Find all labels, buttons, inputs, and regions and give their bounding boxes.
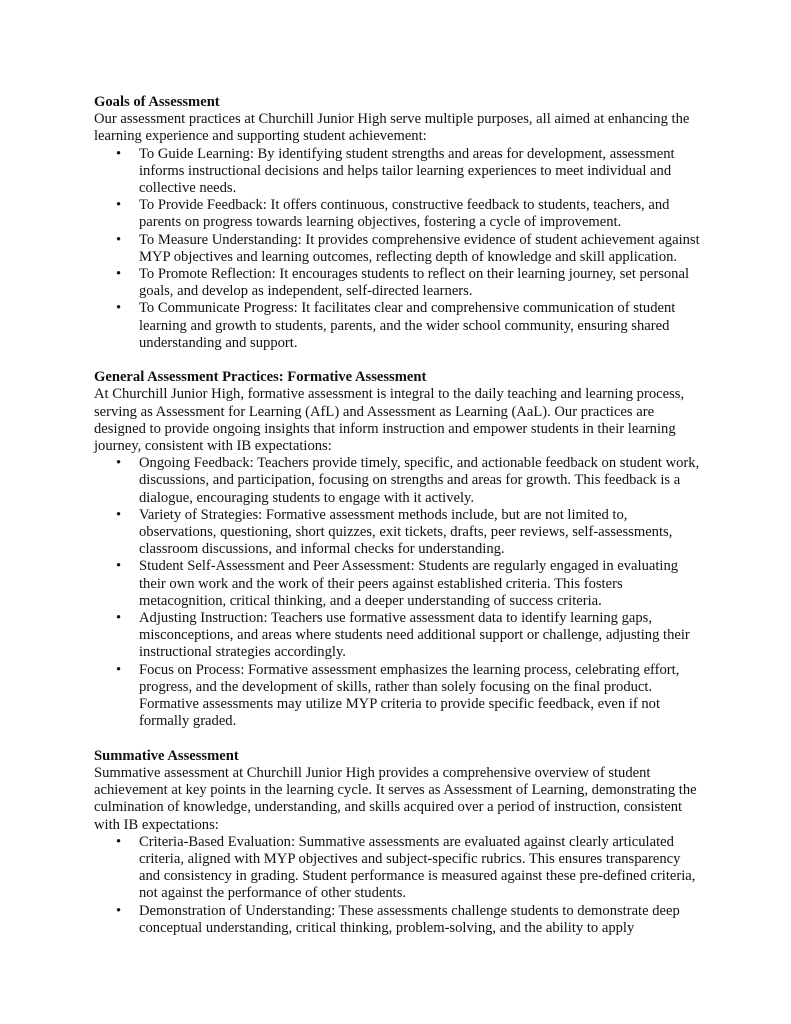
list-item: [94, 266, 704, 300]
section-formative-assessment: [94, 369, 704, 730]
list-item-text: To Provide Feedback: It offers continuous, constructive feedback to students, teachers, and parents on progress towards learning objectives, fostering a cycle of improvement.: [139, 197, 670, 231]
list-item-text: To Communicate Progress: It facilitates clear and comprehensive communication of student learning and growth to students, parents, and the wider school community, ensuring shared understanding and support.: [139, 300, 676, 351]
list-item: [94, 903, 704, 937]
list-item: [94, 197, 704, 231]
bullet-icon: •: [116, 145, 122, 162]
bullet-icon: •: [116, 455, 122, 472]
list-item-text: To Guide Learning: By identifying student strengths and areas for development, assessment informs instructional decisions and helps tailor learning experiences to meet individual and collective needs.: [139, 145, 675, 197]
bullet-icon: •: [116, 833, 122, 850]
list-item-text: Demonstration of Understanding: These assessments challenge students to demonstrate deep conceptual understanding, critical thinking, problem-solving, and the ability to apply: [139, 902, 680, 936]
bullet-icon: •: [116, 197, 122, 214]
list-item: [94, 455, 704, 507]
list-item-text: To Promote Reflection: It encourages students to reflect on their learning journey, set personal goals, and develop as independent, self-directed learners.: [139, 266, 689, 300]
section-intro: At Churchill Junior High, formative assessment is integral to the daily teaching and learning process, serving as Assessment for Learning (AfL) and Assessment as Learning (AaL). Our practices are designed to provide ongoing insights that inform instruction and empower students in their learning journey, consistent with IB expectations:: [94, 386, 685, 455]
list-item-text: Ongoing Feedback: Teachers provide timely, specific, and actionable feedback on student work, discussions, and participation, focusing on strengths and areas for growth. This feedback is a dialogue, encouraging students to engage with it actively.: [139, 455, 700, 506]
document-page: [94, 94, 704, 937]
list-item: [94, 610, 704, 662]
bullet-icon: •: [116, 231, 122, 248]
list-item-text: Focus on Process: Formative assessment emphasizes the learning process, celebrating effort, progress, and the development of skills, rather than solely focusing on the final product. Formative assessments may utilize MYP criteria to provide specific feedback, even if not formally graded.: [139, 661, 680, 730]
section-heading: Goals of Assessment: [94, 94, 220, 110]
bullet-icon: •: [116, 558, 122, 575]
list-item: [94, 834, 704, 903]
list-item: [94, 232, 704, 266]
section-heading: General Assessment Practices: Formative Assessment: [94, 369, 427, 386]
list-item-text: Adjusting Instruction: Teachers use formative assessment data to identify learning gaps, misconceptions, and areas where students need additional support or challenge, adjusting their instructional strategies accordingly.: [139, 610, 690, 661]
bullet-list: [94, 146, 704, 352]
section-goals-of-assessment: [94, 94, 704, 352]
section-intro: Summative assessment at Churchill Junior High provides a comprehensive overview of student achievement at key points in the learning cycle. It serves as Assessment of Learning, demonstrating the culmination of knowledge, understanding, and skills acquired over a period of instruction, consistent with IB expectations:: [94, 764, 697, 833]
list-item-text: Student Self-Assessment and Peer Assessment: Students are regularly engaged in evaluating their own work and the work of their peers against established criteria. This fosters metacognition, critical thinking, and a deeper understanding of success criteria.: [139, 558, 679, 609]
list-item-text: Criteria-Based Evaluation: Summative assessments are evaluated against clearly articulated criteria, aligned with MYP objectives and subject-specific rubrics. This ensures transparency and consistency in grading. Student performance is measured against these pre-defined criteria, not against the performance of other students.: [139, 833, 696, 902]
bullet-icon: •: [116, 610, 122, 627]
list-item-text: To Measure Understanding: It provides comprehensive evidence of student achievement against MYP objectives and learning outcomes, reflecting depth of knowledge and skill application.: [139, 231, 700, 265]
bullet-icon: •: [116, 661, 122, 678]
bullet-icon: •: [116, 266, 122, 283]
section-intro: Our assessment practices at Churchill Junior High serve multiple purposes, all aimed at enhancing the learning experience and supporting student achievement:: [94, 111, 690, 145]
list-item: [94, 146, 704, 198]
bullet-list: [94, 455, 704, 730]
section-summative-assessment: [94, 748, 704, 937]
list-item: [94, 300, 704, 352]
bullet-icon: •: [116, 506, 122, 523]
list-item: [94, 558, 704, 610]
list-item-text: Variety of Strategies: Formative assessment methods include, but are not limited to, observations, questioning, short quizzes, exit tickets, drafts, peer reviews, self-assessments, classroom discussions, and informal checks for understanding.: [139, 506, 673, 558]
bullet-list: [94, 834, 704, 937]
bullet-icon: •: [116, 902, 122, 919]
list-item: [94, 662, 704, 731]
bullet-icon: •: [116, 300, 122, 317]
section-heading: Summative Assessment: [94, 747, 239, 764]
list-item: [94, 507, 704, 559]
